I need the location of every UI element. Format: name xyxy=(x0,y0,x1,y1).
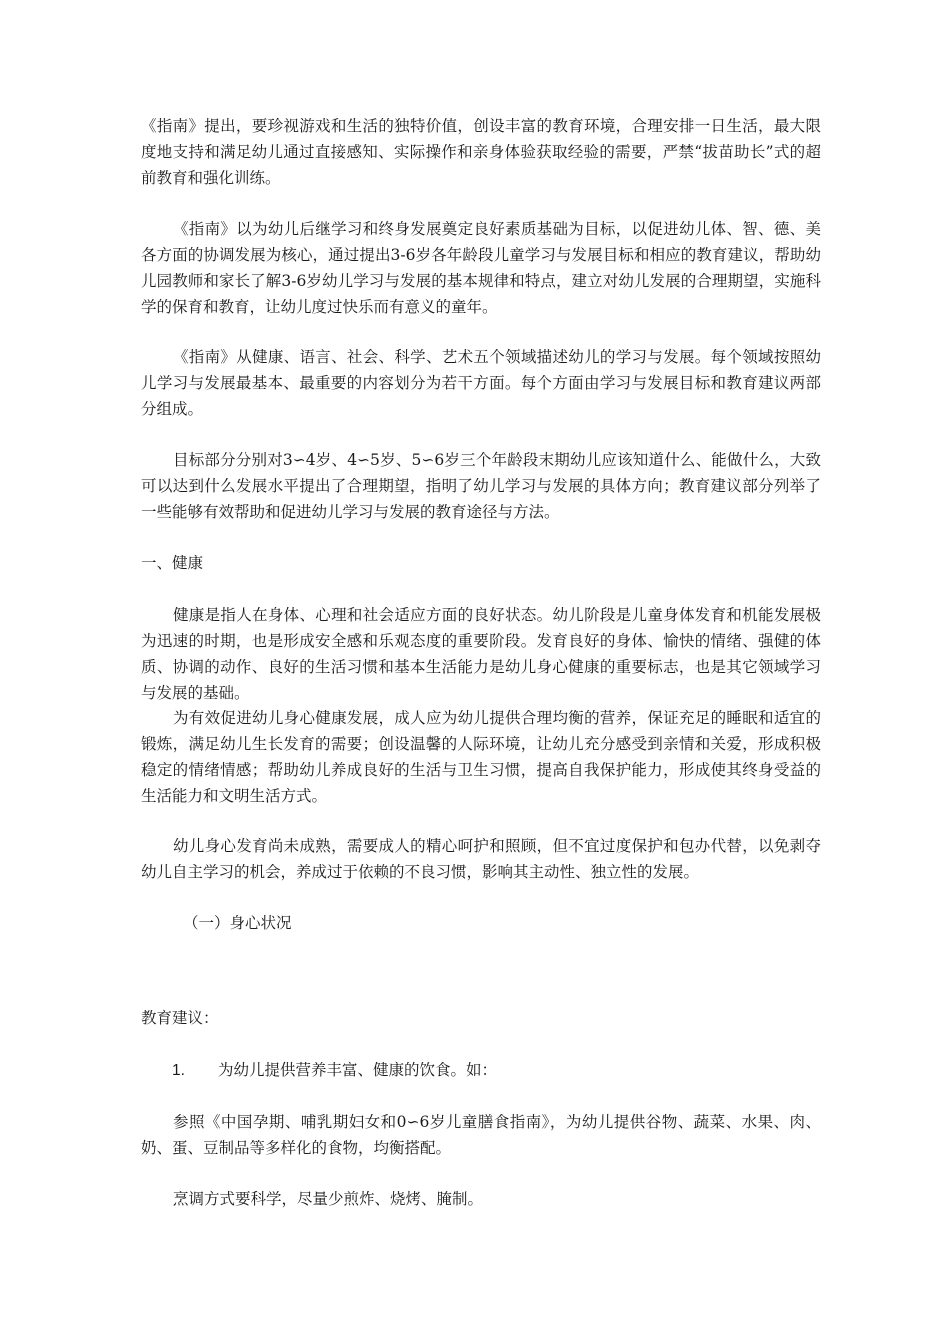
paragraph-guide-domains: 《指南》从健康、语言、社会、科学、艺术五个领域描述幼儿的学习与发展。每个领域按照幼儿学习与发展最基本、最重要的内容划分为若干方面。每个方面由学习与发展目标和教育建议两部分组成。 xyxy=(141,348,821,418)
paragraph-health-caution: 幼儿身心发育尚未成熟，需要成人的精心呵护和照顾，但不宜过度保护和包办代替，以免剥夺幼儿自主学习的机会，养成过于依赖的不良习惯，影响其主动性、独立性的发展。 xyxy=(141,837,821,881)
paragraph-health-definition: 健康是指人在身体、心理和社会适应方面的良好状态。幼儿阶段是儿童身体发育和机能发展极为迅速的时期，也是形成安全感和乐观态度的重要阶段。发育良好的身体、愉快的情绪、强健的体质、协调的动作、良好的生活习惯和基本生活能力是幼儿身心健康的重要标志，也是其它领域学习与发展的基础。 xyxy=(141,606,821,702)
section-heading-health: 一、健康 xyxy=(141,554,204,572)
list-number: 1. xyxy=(172,1062,185,1079)
subsection-heading-body-mind: （一）身心状况 xyxy=(183,914,292,932)
list-item-1 xyxy=(172,1057,497,1084)
paragraph-diet-guide: 参照《中国孕期、哺乳期妇女和0∽6岁儿童膳食指南》，为幼儿提供谷物、蔬菜、水果、肉、奶、蛋、豆制品等多样化的食物，均衡搭配。 xyxy=(141,1113,821,1157)
list-item-text: 为幼儿提供营养丰富、健康的饮食。如： xyxy=(218,1061,498,1079)
paragraph-guide-targets: 目标部分分别对3∽4岁、4∽5岁、5∽6岁三个年龄段末期幼儿应该知道什么、能做什么，大致可以达到什么发展水平提出了合理期望，指明了幼儿学习与发展的具体方向；教育建议部分列举了一些能够有效帮助和促进幼儿学习与发展的教育途径与方法。 xyxy=(141,451,821,521)
section-heading-education-advice: 教育建议： xyxy=(141,1009,219,1027)
paragraph-health-promotion: 为有效促进幼儿身心健康发展，成人应为幼儿提供合理均衡的营养，保证充足的睡眠和适宜的锻炼，满足幼儿生长发育的需要；创设温馨的人际环境，让幼儿充分感受到亲情和关爱，形成积极稳定的情绪情感；帮助幼儿养成良好的生活与卫生习惯，提高自我保护能力，形成使其终身受益的生活能力和文明生活方式。 xyxy=(141,709,821,805)
paragraph-guide-principles: 《指南》提出，要珍视游戏和生活的独特价值，创设丰富的教育环境，合理安排一日生活，最大限度地支持和满足幼儿通过直接感知、实际操作和亲身体验获取经验的需要，严禁“拔苗助长”式的超前教育和强化训练。 xyxy=(141,117,821,187)
paragraph-cooking-method: 烹调方式要科学，尽量少煎炸、烧烤、腌制。 xyxy=(173,1190,484,1208)
paragraph-guide-goals: 《指南》以为幼儿后继学习和终身发展奠定良好素质基础为目标，以促进幼儿体、智、德、美各方面的协调发展为核心，通过提出3-6岁各年龄段儿童学习与发展目标和相应的教育建议，帮助幼儿园教师和家长了解3-6岁幼儿学习与发展的基本规律和特点，建立对幼儿发展的合理期望，实施科学的保育和教育，让幼儿度过快乐而有意义的童年。 xyxy=(141,220,821,316)
